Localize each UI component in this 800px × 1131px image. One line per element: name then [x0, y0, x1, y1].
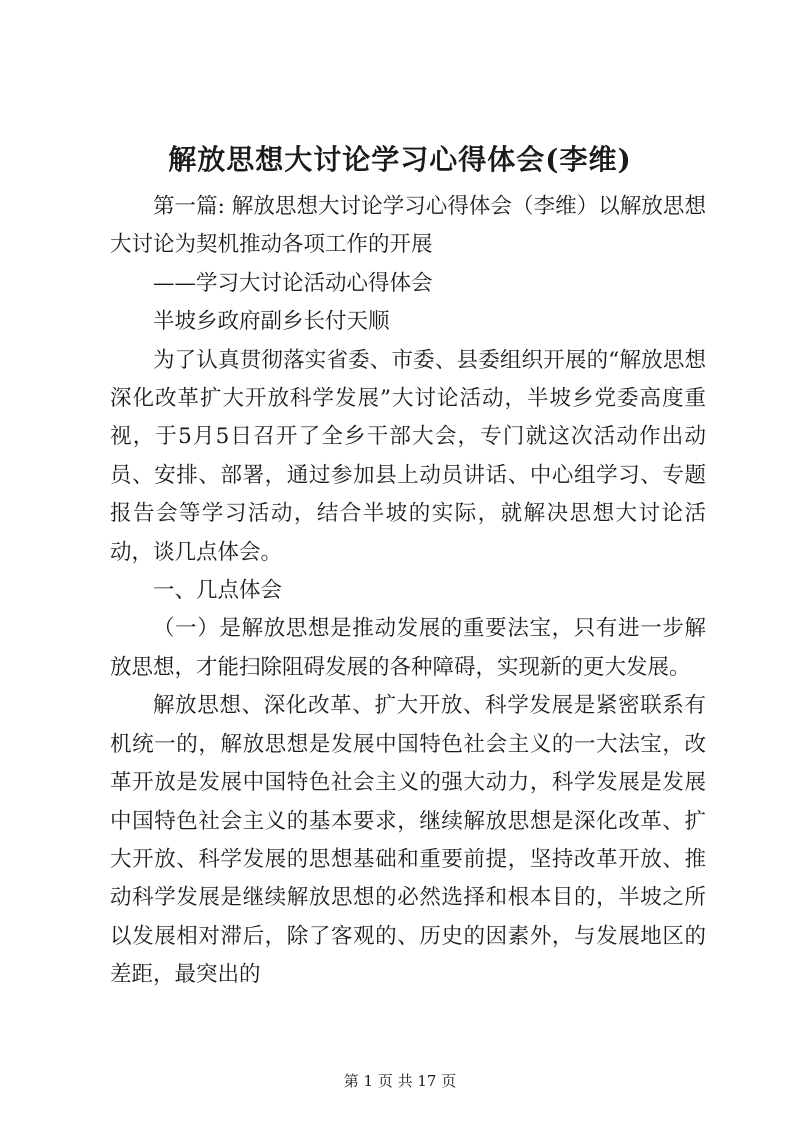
paragraph-intro: 第一篇: 解放思想大讨论学习心得体会（李维）以解放思想大讨论为契机推动各项工作的开展 — [110, 194, 706, 258]
paragraph-subtitle: ——学习大讨论活动心得体会 — [153, 270, 433, 296]
paragraph-point-one: （一）是解放思想是推动发展的重要法宝，只有进一步解放思想，才能扫除阻碍发展的各种障碍，实现新的更大发展。 — [110, 616, 706, 680]
document-body — [110, 188, 706, 995]
paragraph-author: 半坡乡政府副乡长付天顺 — [153, 309, 390, 335]
paragraph-background: 为了认真贯彻落实省委、市委、县委组织开展的“解放思想深化改革扩大开放科学发展”大讨论活动，半坡乡党委高度重视，于5月5日召开了全乡干部大会，专门就这次活动作出动员、安排、部署，通过参加县上动员讲话、中心组学习、专题报告会等学习活动，结合半坡的实际，就解决思想大讨论活动，谈几点体会。 — [110, 347, 706, 565]
section-heading: 一、几点体会 — [153, 578, 283, 604]
paragraph-discussion: 解放思想、深化改革、扩大开放、科学发展是紧密联系有机统一的，解放思想是发展中国特色社会主义的一大法宝，改革开放是发展中国特色社会主义的强大动力，科学发展是发展中国特色社会主义的基本要求，继续解放思想是深化改革、扩大开放、科学发展的思想基础和重要前提，坚持改革开放、推动科学发展是继续解放思想的必然选择和根本目的，半坡之所以发展相对滞后，除了客观的、历史的因素外，与发展地区的差距，最突出的 — [110, 693, 706, 988]
page-footer: 第 1 页 共 17 页 — [343, 1072, 457, 1090]
document-title: 解放思想大讨论学习心得体会(李维) — [168, 143, 632, 176]
